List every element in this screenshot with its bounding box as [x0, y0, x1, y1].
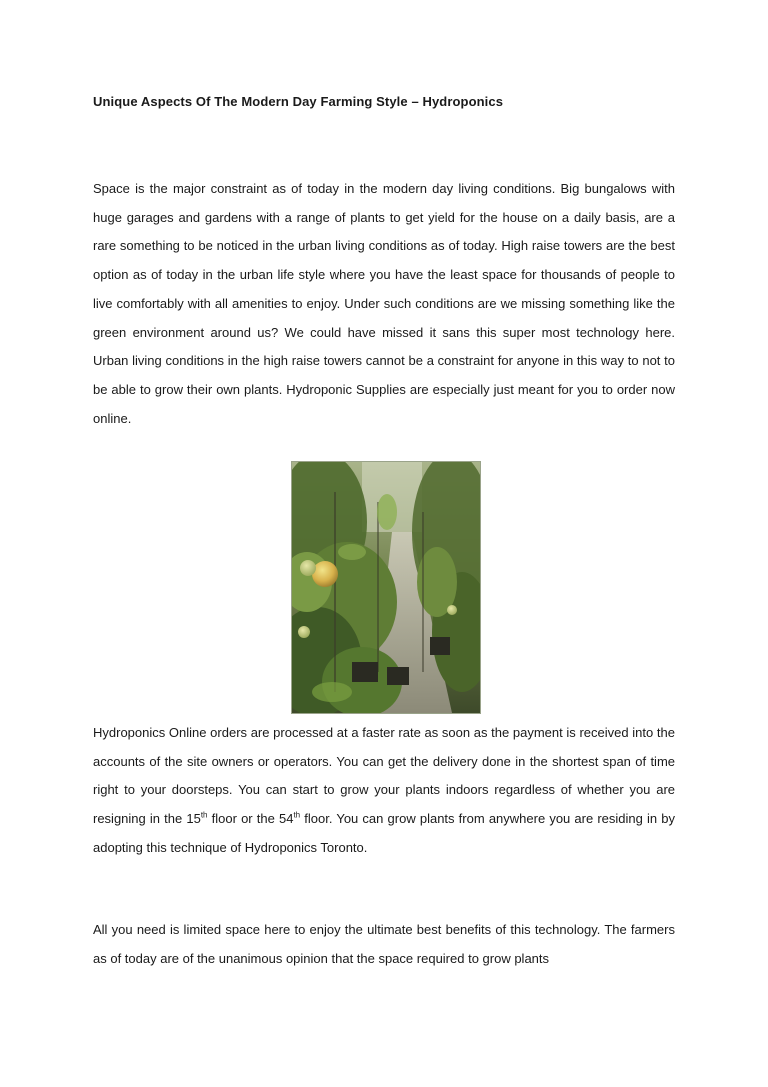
tomato-plants-greenhouse-photo	[291, 461, 481, 714]
paragraph-space-constraint: Space is the major constraint as of today in the modern day living conditions. Big bungalows with huge garages and gardens with a range of plants to get yield for the house on a daily basis, are a rare something to be noticed in the urban living conditions as of today. High raise towers are the best option as of today in the urban life style where you have the least space for thousands of people to live comfortably with all amenities to enjoy. Under such conditions are we missing something like the green environment around us? We could have missed it sans this super most technology here. Urban living conditions in the high raise towers cannot be a constraint for anyone in this way to not to be able to grow their own plants. Hydroponic Supplies are especially just meant for you to order now online.	[93, 181, 675, 426]
document-title: Unique Aspects Of The Modern Day Farming Style – Hydroponics	[93, 94, 504, 109]
paragraph-limited-space: All you need is limited space here to enjoy the ultimate best benefits of this technology. The farmers as of today are of the unanimous opinion that the space required to grow plants	[93, 922, 675, 966]
paragraph-online-orders: Hydroponics Online orders are processed at a faster rate as soon as the payment is received into the accounts of the site owners or operators. You can get the delivery done in the shortest span of time right to your doorsteps. You can start to grow your plants indoors regardless of whether you are resigning in the 15th floor or the 54th floor. You can grow plants from anywhere you are residing in by adopting this technique of Hydroponics Toronto.	[93, 725, 676, 855]
